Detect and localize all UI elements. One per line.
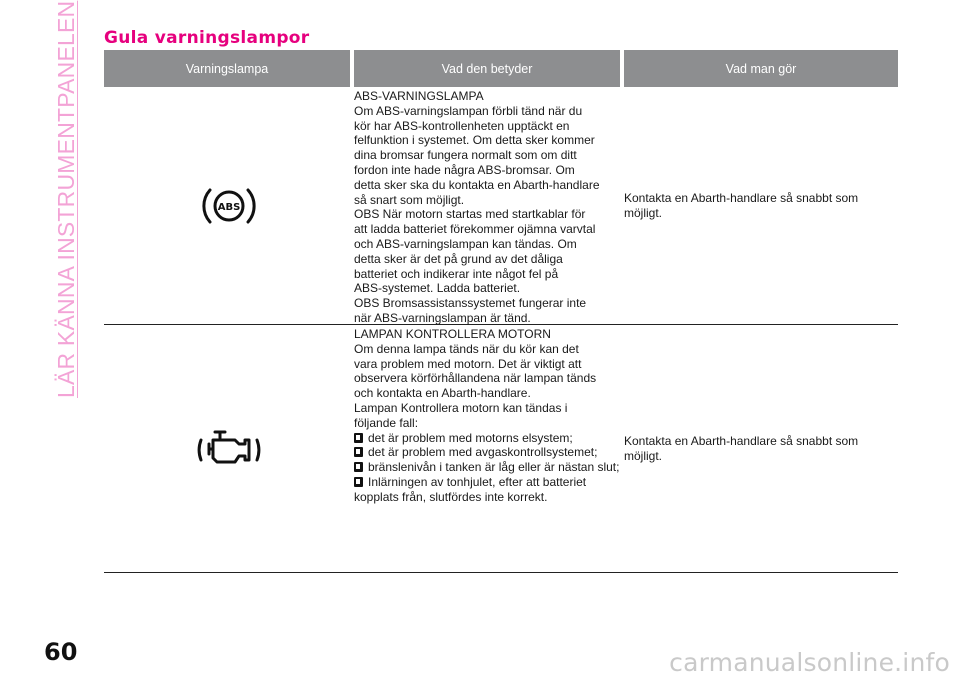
- meaning-line: kör har ABS-kontrollenheten upptäckt en: [354, 118, 570, 133]
- bullet-text: Inlärningen av tonhjulet, efter att batteriet kopplats från, slutfördes inte korrekt.: [354, 474, 587, 504]
- table-row: [104, 87, 898, 325]
- meaning-line: OBS Bromsassistanssystemet fungerar inte: [354, 296, 587, 311]
- abs-warning-icon: [196, 180, 262, 232]
- header-lamp: Varningslampa: [104, 50, 350, 87]
- meaning-line: vara problem med motorn. Det är viktigt att: [354, 356, 582, 371]
- bullet-marker-icon: [354, 433, 363, 443]
- warning-lamp-table: [104, 50, 898, 573]
- meaning-line: att ladda batteriet förekommer ojämna varvtal: [354, 222, 596, 237]
- bullet-item: [354, 475, 620, 505]
- action-cell: [620, 325, 894, 572]
- meaning-line: felfunktion i systemet. Om detta sker kommer: [354, 133, 595, 148]
- meaning-line: när ABS-varningslampan är tänd.: [354, 310, 531, 325]
- meaning-line: följande fall:: [354, 415, 419, 430]
- meaning-line: fordon inte hade några ABS-bromsar. Om: [354, 162, 575, 177]
- bullet-text: det är problem med avgaskontrollsystemet;: [368, 445, 598, 460]
- meaning-line: batteriet och indikerar inte något fel på: [354, 266, 559, 281]
- chapter-side-title: LÄR KÄNNA INSTRUMENTPANELEN: [53, 0, 79, 398]
- bullet-item: [354, 445, 620, 460]
- meaning-line: detta sker är det på grund av det dåliga: [354, 251, 563, 266]
- bullet-marker-icon: [354, 477, 363, 487]
- table-row: [104, 325, 898, 573]
- bullet-item: [354, 431, 620, 446]
- bullet-marker-icon: [354, 462, 363, 472]
- abs-icon-text: ABS: [217, 201, 241, 213]
- page-number: 60: [44, 638, 78, 666]
- meaning-line: så snart som möjligt.: [354, 192, 465, 207]
- header-action: Vad man gör: [624, 50, 898, 87]
- section-title: Gula varningslampor: [104, 28, 310, 48]
- meaning-line: LAMPAN KONTROLLERA MOTORN: [354, 327, 551, 341]
- action-text: Kontakta en Abarth-handlare så snabbt som möjligt.: [624, 433, 859, 463]
- bullet-item: [354, 460, 620, 475]
- table-header: [104, 50, 898, 87]
- meaning-line: Lampan Kontrollera motorn kan tändas i: [354, 400, 568, 415]
- lamp-cell: [104, 87, 354, 324]
- meaning-cell: [354, 87, 620, 324]
- bullet-text: det är problem med motorns elsystem;: [368, 430, 573, 445]
- action-text: Kontakta en Abarth-handlare så snabbt som möjligt.: [624, 190, 859, 220]
- meaning-line: Om denna lampa tänds när du kör kan det: [354, 341, 579, 356]
- watermark: carmanualsonline.info: [669, 648, 950, 677]
- meaning-line: detta sker ska du kontakta en Abarth-handlare: [354, 177, 600, 192]
- meaning-line: Om ABS-varningslampan förbli tänd när du: [354, 103, 583, 118]
- meaning-line: och kontakta en Abarth-handlare.: [354, 386, 531, 401]
- lamp-cell: [104, 325, 354, 572]
- header-meaning: Vad den betyder: [354, 50, 620, 87]
- bullet-text: bränslenivån i tanken är låg eller är nästan slut;: [368, 460, 620, 475]
- engine-check-icon: [195, 418, 263, 480]
- meaning-line: OBS När motorn startas med startkablar för: [354, 207, 586, 222]
- action-cell: [620, 87, 894, 324]
- meaning-line: observera körförhållandena när lampan tänds: [354, 371, 597, 386]
- meaning-line: dina bromsar fungera normalt som om ditt: [354, 148, 577, 163]
- meaning-cell: [354, 325, 620, 572]
- bullet-marker-icon: [354, 447, 363, 457]
- meaning-line: ABS-systemet. Ladda batteriet.: [354, 281, 521, 296]
- meaning-line: och ABS-varningslampan kan tändas. Om: [354, 236, 577, 251]
- meaning-line: ABS-VARNINGSLAMPA: [354, 89, 484, 103]
